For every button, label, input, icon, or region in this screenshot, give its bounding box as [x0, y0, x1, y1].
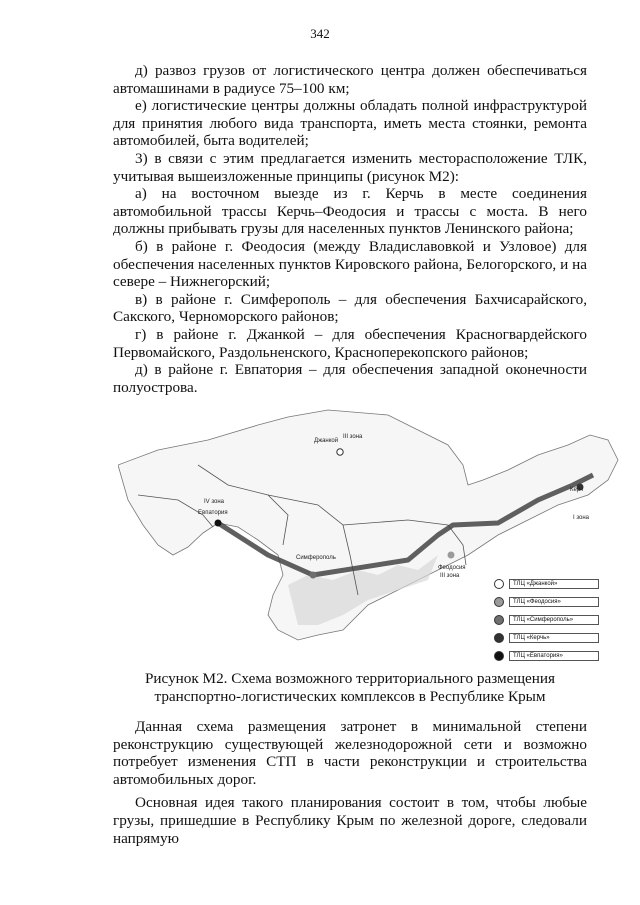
page-number: 342 [310, 26, 330, 41]
paragraph: 3) в связи с этим предлагается изменить месторасположение ТЛК, учитывая вышеизложенные принципы (рисунок М2): [113, 149, 587, 185]
legend-label: ТЛЦ «Керчь» [509, 633, 599, 643]
evpatoria-marker [215, 520, 222, 527]
legend-item [494, 593, 614, 611]
paragraph: в) в районе г. Симферополь – для обеспечения Бахчисарайского, Сакского, Черноморского районов; [113, 290, 587, 326]
legend-item [494, 647, 614, 665]
paragraph: а) на восточном выезде из г. Керчь в месте соединения автомобильной трассы Керчь–Феодосия и трассы с моста. В него должны прибывать грузы для населенных пунктов Ленинского района; [113, 185, 587, 238]
simferopol-marker [310, 572, 317, 579]
legend-item [494, 611, 614, 629]
paragraph: д) в районе г. Евпатория – для обеспечения западной оконечности полуострова. [113, 361, 587, 396]
legend-label: ТЛЦ «Евпатория» [509, 651, 599, 661]
dzhankoy-marker [337, 449, 343, 455]
label-feodosia: Феодосия [438, 565, 466, 571]
label-zone-dzhankoy: III зона [343, 434, 363, 440]
label-dzhankoy: Джанкой [314, 438, 339, 444]
legend-marker-icon [494, 579, 504, 589]
label-evpatoria: Евпатория [198, 510, 228, 516]
crimea-map-figure [118, 405, 628, 667]
body-text-top [113, 62, 587, 396]
paragraph: д) развоз грузов от логистического центра должен обеспечиваться автомашинами в радиусе 75–100 км; [113, 62, 587, 97]
paragraph: Основная идея такого планирования состоит в том, чтобы любые грузы, пришедшие в Республику Крым по железной дороге, следовали напрямую [113, 794, 587, 847]
legend-marker-icon [494, 651, 504, 661]
body-text-bottom [113, 718, 587, 847]
label-zone-feodosia: III зона [440, 573, 460, 579]
legend-item [494, 629, 614, 647]
legend-marker-icon [494, 633, 504, 643]
legend-item [494, 575, 614, 593]
legend-marker-icon [494, 615, 504, 625]
paragraph: Данная схема размещения затронет в минимальной степени реконструкцию существующей железнодорожной сети и возможно потребует изменения СТП в части реконструкции и строительства автомобильных дорог. [113, 718, 587, 788]
legend-label: ТЛЦ «Симферополь» [509, 615, 599, 625]
feodosia-marker [448, 552, 455, 559]
legend-label: ТЛЦ «Джанкой» [509, 579, 599, 589]
paragraph: е) логистические центры должны обладать полной инфраструктурой для принятия любого вида транспорта, иметь места стоянки, ремонта автомобилей, быта водителей; [113, 97, 587, 150]
label-kerch: Керч [570, 487, 584, 493]
map-legend [494, 575, 614, 665]
label-zone-kerch: I зона [573, 515, 590, 521]
figure-caption [113, 670, 587, 705]
legend-marker-icon [494, 597, 504, 607]
caption-line: Рисунок М2. Схема возможного территориального размещения [144, 670, 556, 687]
legend-label: ТЛЦ «Феодосия» [509, 597, 599, 607]
paragraph: г) в районе г. Джанкой – для обеспечения Красногвардейского Первомайского, Раздольненского, Красноперекопского районов; [113, 325, 587, 361]
paragraph: б) в районе г. Феодосия (между Владиславовкой и Узловое) для обеспечения населенных пунктов Кировского района, Белогорского, и на севере – Нижнегорский; [113, 237, 587, 291]
label-zone-evpatoria: IV зона [204, 499, 225, 505]
label-simferopol: Симферополь [296, 555, 336, 561]
caption-line: транспортно-логистических комплексов в Республике Крым [154, 687, 546, 705]
